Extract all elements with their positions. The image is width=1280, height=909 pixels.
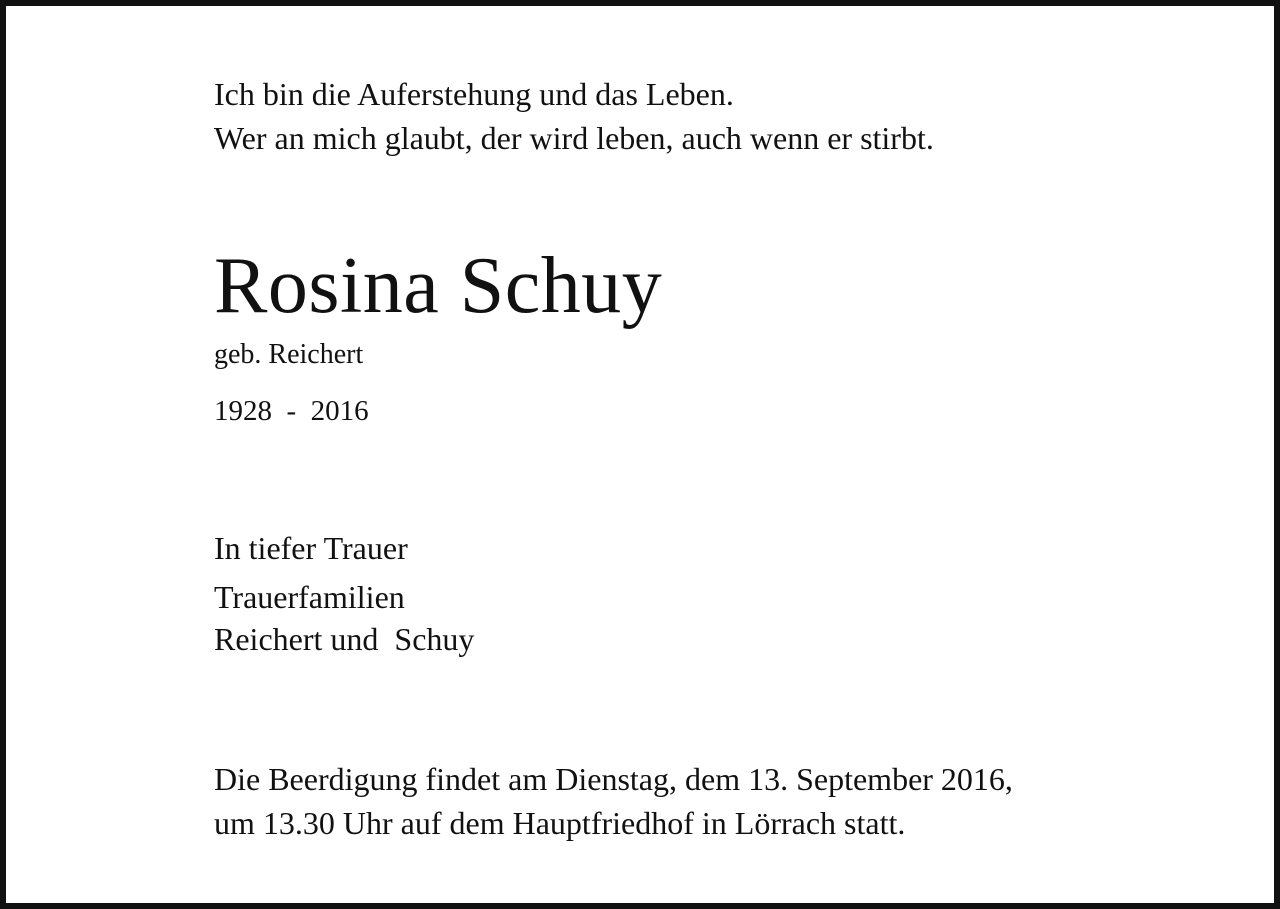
birth-name: geb. Reichert [214, 339, 364, 370]
mourning-families-names: Reichert und Schuy [214, 621, 475, 657]
bible-verse-line-2: Wer an mich glaubt, der wird leben, auch wenn er stirbt. [214, 120, 934, 156]
life-dates: 1928 - 2016 [214, 395, 369, 427]
funeral-info-line-2: um 13.30 Uhr auf dem Hauptfriedhof in Lörrach statt. [214, 805, 906, 841]
funeral-info-line-1: Die Beerdigung findet am Dienstag, dem 13. September 2016, [214, 761, 1013, 797]
deceased-name: Rosina Schuy [214, 242, 663, 330]
mourning-families-label: Trauerfamilien [214, 579, 405, 615]
mourning-line-1: In tiefer Trauer [214, 530, 408, 566]
bible-verse-line-1: Ich bin die Auferstehung und das Leben. [214, 76, 734, 112]
